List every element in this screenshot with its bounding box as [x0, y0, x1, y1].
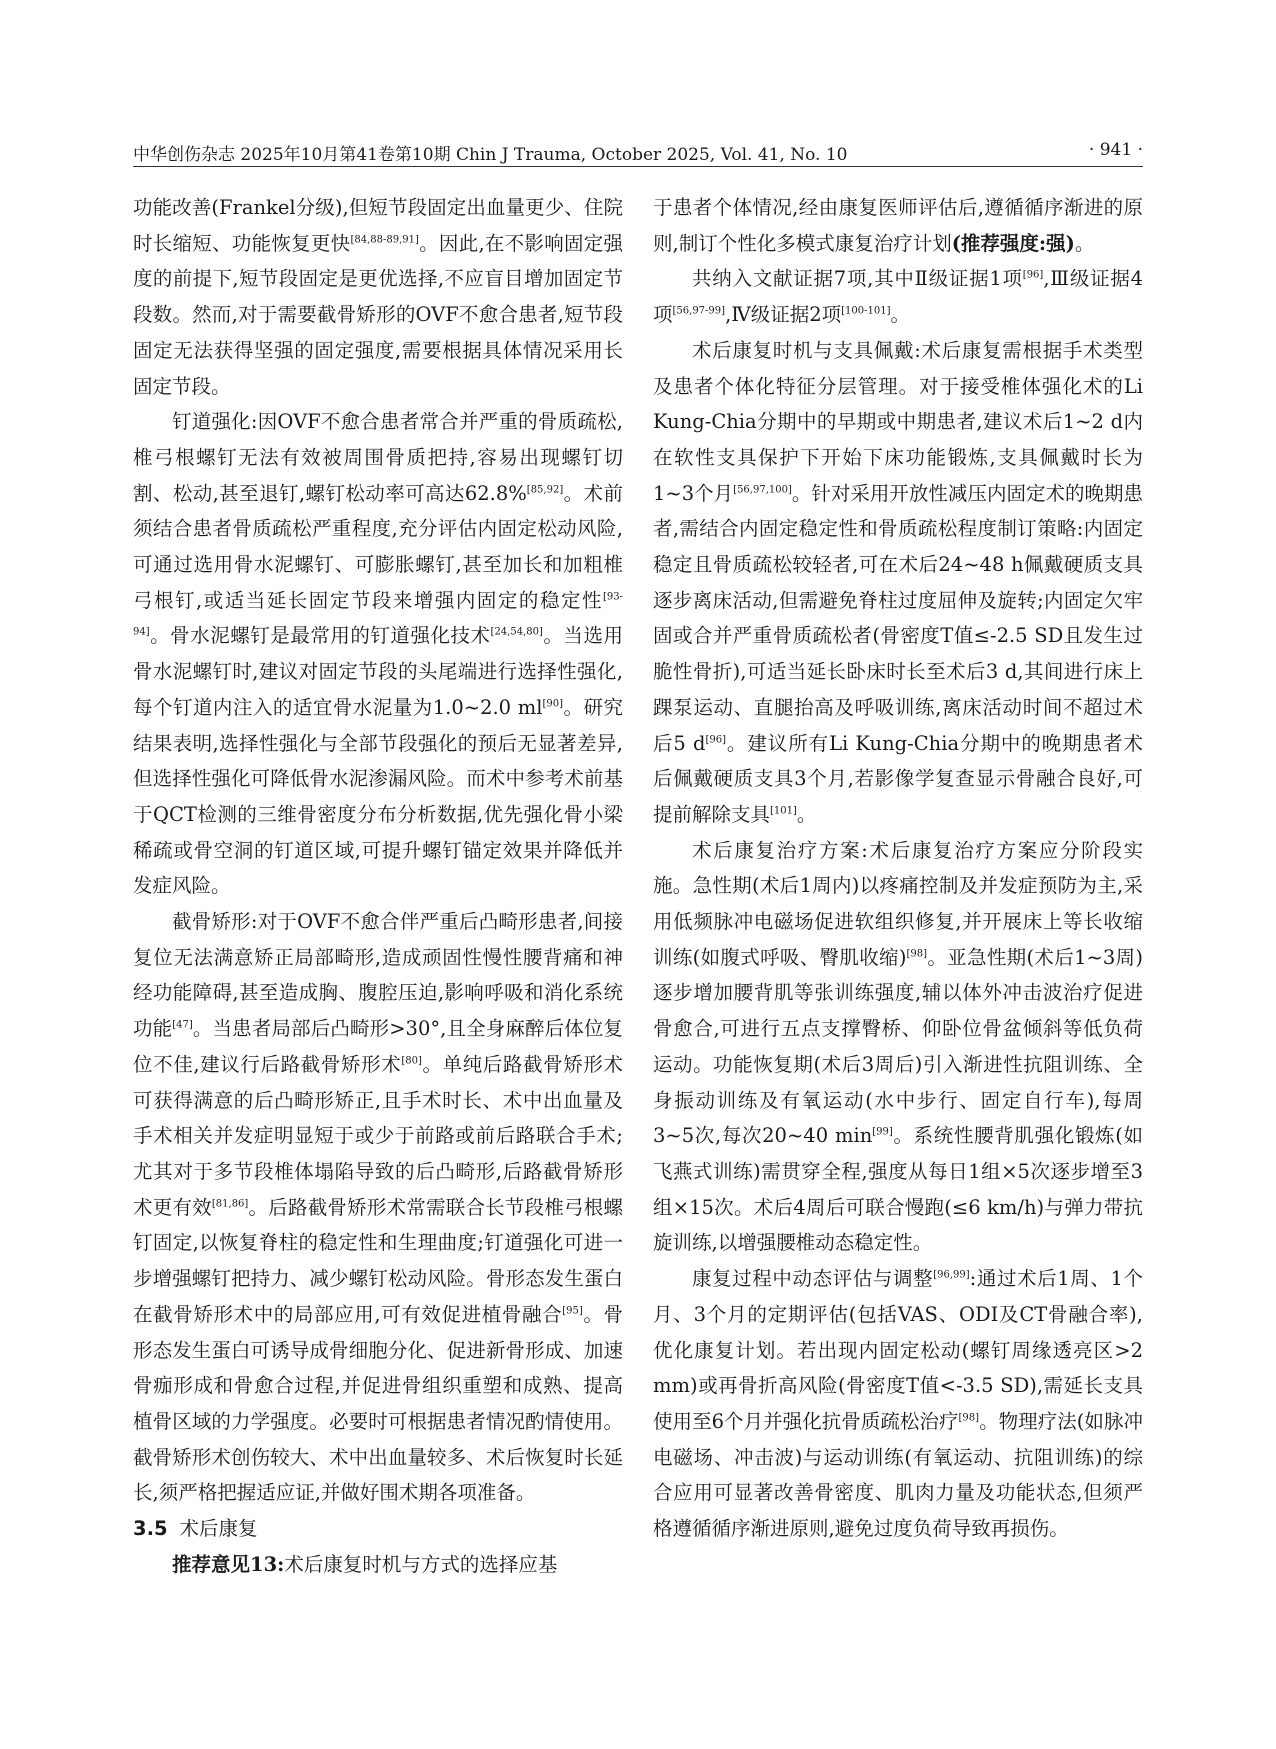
paragraph: 于患者个体情况,经由康复医师评估后,遵循循序渐进的原则,制订个性化多模式康复治疗计划(推荐强度:强)。 [653, 196, 1143, 255]
citation: [80] [401, 1055, 422, 1067]
citation: [98] [958, 1412, 980, 1424]
citation: [56,97-99] [672, 305, 726, 317]
citation: [81,86] [211, 1198, 249, 1210]
running-header [133, 138, 1143, 167]
left-column [133, 190, 623, 1582]
citation: [56,97,100] [733, 484, 792, 496]
citation: [98] [906, 948, 928, 960]
page-number: · 941 · [1088, 140, 1143, 160]
citation: [47] [172, 1019, 193, 1031]
paragraph: 术后康复时机与支具佩戴:术后康复需根据手术类型及患者个体化特征分层管理。对于接受椎体强化术的Li Kung-Chia分期中的早期或中期患者,建议术后1~2 d内在软性支具保护下开始下床功能锻炼,支具佩戴时长为1~3个月[56,97,100]。针对采用开放性减压内固定术的晚期患者,需结合内固定稳定性和骨质疏松程度制订策略:内固定稳定且骨质疏松较轻者,可在术后24~48 h佩戴硬质支具逐步离床活动,但需避免脊柱过度屈伸及旋转;内固定欠牢固或合并严重骨质疏松者(骨密度T值≤-2.5 SD且发生过脆性骨折),可适当延长卧床时长至术后3 d,其间进行床上踝泵运动、直腿抬高及呼吸训练,离床活动时间不超过术后5 d[96]。建议所有Li Kung-Chia分期中的晚期患者术后佩戴硬质支具3个月,若影像学复查显示骨融合良好,可提前解除支具[101]。 [653, 338, 1143, 826]
citation: [95] [562, 1305, 583, 1317]
section-number: 3.5 [133, 1517, 168, 1541]
journal-citation: 中华创伤杂志 2025年10月第41卷第10期 Chin J Trauma, October 2025, Vol. 41, No. 10 [133, 145, 848, 165]
citation: [90] [542, 698, 564, 710]
recommendation-label: 推荐意见13: [172, 1552, 285, 1576]
citation: [100-101] [841, 305, 891, 317]
paragraph: 共纳入文献证据7项,其中Ⅱ级证据1项[96],Ⅲ级证据4项[56,97-99],Ⅳ级证据2项[100-101]。 [653, 267, 1143, 327]
citation: [84,88-89,91] [350, 234, 419, 246]
citation: [101] [770, 805, 797, 817]
citation: [96] [1022, 269, 1044, 281]
paragraph: 功能改善(Frankel分级),但短节段固定出血量更少、住院时长缩短、功能恢复更快[84,88-89,91]。因此,在不影响固定强度的前提下,短节段固定是更优选择,不应盲目增加固定节段数。然而,对于需要截骨矫形的OVF不愈合患者,短节段固定无法获得坚强的固定强度,需要根据具体情况采用长固定节段。 [133, 196, 623, 398]
right-column [653, 190, 1143, 1547]
recommendation-strength: (推荐强度:强) [951, 231, 1075, 255]
citation: [24,54,80] [490, 626, 543, 638]
section-title: 术后康复 [179, 1517, 258, 1541]
paragraph: 术后康复治疗方案:术后康复治疗方案应分阶段实施。急性期(术后1周内)以疼痛控制及并发症预防为主,采用低频脉冲电磁场促进软组织修复,并开展床上等长收缩训练(如腹式呼吸、臀肌收缩)[98]。亚急性期(术后1~3周)逐步增加腰背肌等张训练强度,辅以体外冲击波治疗促进骨愈合,可进行五点支撑臀桥、仰卧位骨盆倾斜等低负荷运动。功能恢复期(术后3周后)引入渐进性抗阻训练、全身振动训练及有氧运动(水中步行、固定自行车),每周3~5次,每次20~40 min[99]。系统性腰背肌强化锻炼(如飞燕式训练)需贯穿全程,强度从每日1组×5次逐步增至3组×15次。术后4周后可联合慢跑(≤6 km/h)与弹力带抗旋训练,以增强腰椎动态稳定性。 [653, 838, 1143, 1255]
citation: [99] [872, 1126, 893, 1138]
citation: [96,99] [933, 1269, 970, 1281]
recommendation: 推荐意见13:术后康复时机与方式的选择应基 [172, 1552, 558, 1576]
citation: [85,92] [526, 484, 564, 496]
citation: [93-94] [133, 591, 623, 638]
paragraph: 截骨矫形:对于OVF不愈合伴严重后凸畸形患者,间接复位无法满意矫正局部畸形,造成顽固性慢性腰背痛和神经功能障碍,甚至造成胸、腹腔压迫,影响呼吸和消化系统功能[47]。当患者局部后凸畸形>30°,且全身麻醉后体位复位不佳,建议行后路截骨矫形术[80]。单纯后路截骨矫形术可获得满意的后凸畸形矫正,且手术时长、术中出血量及手术相关并发症明显短于或少于前路或前后路联合手术;尤其对于多节段椎体塌陷导致的后凸畸形,后路截骨矫形术更有效[81,86]。后路截骨矫形术常需联合长节段椎弓根螺钉固定,以恢复脊柱的稳定性和生理曲度;钉道强化可进一步增强螺钉把持力、减少螺钉松动风险。骨形态发生蛋白在截骨矫形术中的局部应用,可有效促进植骨融合[95]。骨形态发生蛋白可诱导成骨细胞分化、促进新骨形成、加速骨痂形成和骨愈合过程,并促进骨组织重塑和成熟、提高植骨区域的力学强度。必要时可根据患者情况酌情使用。截骨矫形术创伤较大、术中出血量较多、术后恢复时长延长,须严格把握适应证,并做好围术期各项准备。 [133, 910, 623, 1505]
section-heading [133, 1511, 623, 1547]
paragraph: 钉道强化:因OVF不愈合患者常合并严重的骨质疏松,椎弓根螺钉无法有效被周围骨质把持,容易出现螺钉切割、松动,甚至退钉,螺钉松动率可高达62.8%[85,92]。术前须结合患者骨质疏松严重程度,充分评估内固定松动风险,可通过选用骨水泥螺钉、可膨胀螺钉,甚至加长和加粗椎弓根钉,或适当延长固定节段来增强内固定的稳定性[93-94]。骨水泥螺钉是最常用的钉道强化技术[24,54,80]。当选用骨水泥螺钉时,建议对固定节段的头尾端进行选择性强化,每个钉道内注入的适宜骨水泥量为1.0~2.0 ml[90]。研究结果表明,选择性强化与全部节段强化的预后无显著差异,但选择性强化可降低骨水泥渗漏风险。而术中参考术前基于QCT检测的三维骨密度分布分析数据,优先强化骨小梁稀疏或骨空洞的钉道区域,可提升螺钉锚定效果并降低并发症风险。 [133, 410, 623, 898]
paragraph: 康复过程中动态评估与调整[96,99]:通过术后1周、1个月、3个月的定期评估(包括VAS、ODI及CT骨融合率),优化康复计划。若出现内固定松动(螺钉周缘透亮区>2 mm)或再骨折高风险(骨密度T值<-3.5 SD),需延长支具使用至6个月并强化抗骨质疏松治疗[98]。物理疗法(如脉冲电磁场、冲击波)与运动训练(有氧运动、抗阻训练)的综合应用可显著改善骨密度、肌肉力量及功能状态,但须严格遵循循序渐进原则,避免过度负荷导致再损伤。 [653, 1267, 1143, 1541]
citation: [96] [705, 734, 726, 746]
